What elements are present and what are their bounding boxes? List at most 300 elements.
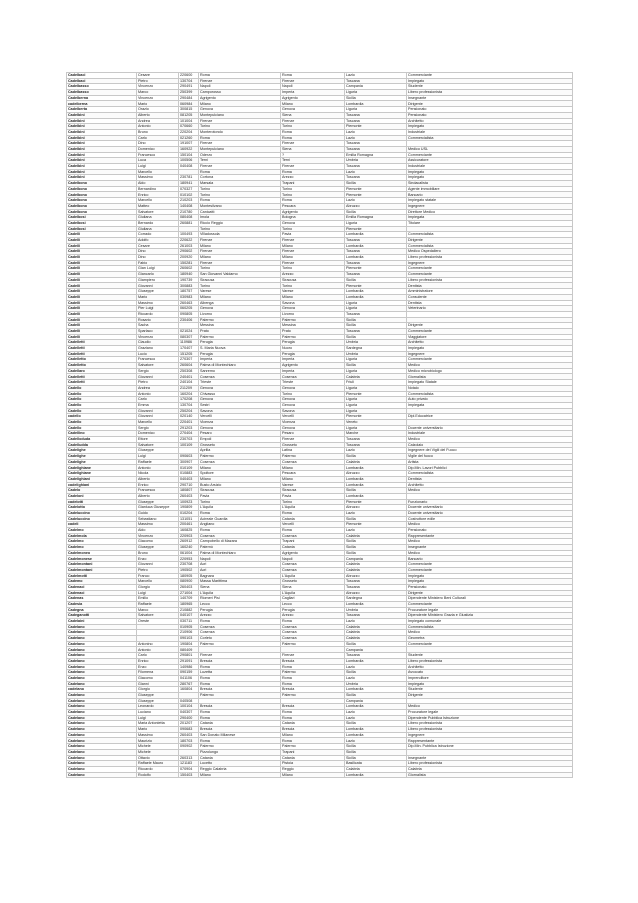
cell-surname: Cadelano xyxy=(67,766,137,772)
cell-surname: Cadelbono xyxy=(67,198,137,204)
cell-region: Piemonte xyxy=(345,186,407,192)
cell-surname: Cadelli xyxy=(67,300,137,306)
cell-name: Riccardo xyxy=(137,311,179,317)
cell-birth-city: Acireale Guardia xyxy=(199,516,281,522)
cell-name: Andrea xyxy=(137,118,179,124)
cell-surname: Cadelighe xyxy=(67,454,137,460)
cell-cap: 070660 xyxy=(179,124,199,130)
cell-birth-city: Pavia xyxy=(199,493,281,499)
cell-surname: Cadelano xyxy=(67,704,137,710)
cell-birth-city: Sestri xyxy=(199,402,281,408)
cell-birth-city: Reggio Calabria xyxy=(199,766,281,772)
cell-region: Lombardia xyxy=(345,687,407,693)
cell-name: Cesare xyxy=(137,243,179,249)
cell-name: Filomena xyxy=(137,670,179,676)
cell-birth-city: Acri xyxy=(199,562,281,568)
cell-surname: Cadelli xyxy=(67,237,137,243)
cell-name: Ottavio xyxy=(137,755,179,761)
cell-birth-place: Cosenza xyxy=(281,630,345,636)
cell-region: Liguria xyxy=(345,90,407,96)
cell-occupation: Geometra xyxy=(407,636,573,642)
cell-cap: 140408 xyxy=(179,203,199,209)
cell-birth-city: Cosenza xyxy=(199,533,281,539)
cell-cap: 160825 xyxy=(179,528,199,534)
cell-birth-place: Roma xyxy=(281,73,345,79)
cell-cap: 041106 xyxy=(179,675,199,681)
cell-birth-place: Agrigento xyxy=(281,550,345,556)
cell-name: Bruno xyxy=(137,129,179,135)
cell-occupation: Medico xyxy=(407,488,573,494)
cell-cap: 210203 xyxy=(179,198,199,204)
cell-birth-place: Trapani xyxy=(281,539,345,545)
cell-region: Lombardia xyxy=(345,772,407,778)
cell-occupation: Medico xyxy=(407,539,573,545)
cell-region: Sicilia xyxy=(345,454,407,460)
cell-region: Piemonte xyxy=(345,283,407,289)
cell-birth-city: Roma xyxy=(199,619,281,625)
cell-birth-place: Grosseto xyxy=(281,579,345,585)
cell-occupation: Studente xyxy=(407,84,573,90)
cell-name: Francesco xyxy=(137,488,179,494)
cell-name: Vincenzo xyxy=(137,95,179,101)
cell-birth-place: Milano xyxy=(281,465,345,471)
cell-cap: 180905 xyxy=(179,573,199,579)
cell-birth-city: Genova xyxy=(199,425,281,431)
cell-birth-city: Campobello di Mazara xyxy=(199,539,281,545)
cell-region: Toscana xyxy=(345,118,407,124)
cell-occupation: Impiegato statale xyxy=(407,198,573,204)
cell-name: Sergio xyxy=(137,368,179,374)
cell-region: Toscana xyxy=(345,175,407,181)
cell-cap: 260403 xyxy=(179,732,199,738)
cell-surname: Cadeluccino xyxy=(67,516,137,522)
cell-name: Salvatore xyxy=(137,363,179,369)
cell-birth-place: Cosenza xyxy=(281,562,345,568)
cell-cap: 110986 xyxy=(179,340,199,346)
cell-occupation: Architetto xyxy=(407,664,573,670)
cell-cap: 020140 xyxy=(179,414,199,420)
cell-region: Sicilia xyxy=(345,545,407,551)
cell-birth-place: Perugia xyxy=(281,351,345,357)
cell-surname: Cadelbosi xyxy=(67,226,137,232)
cell-region: Calabria xyxy=(345,766,407,772)
cell-surname: Cadelbini xyxy=(67,129,137,135)
cell-cap: 191007 xyxy=(179,141,199,147)
cell-birth-city: Catania xyxy=(199,755,281,761)
cell-occupation: Pensionato xyxy=(407,112,573,118)
cell-cap: 210882 xyxy=(179,607,199,613)
cell-region: Campania xyxy=(345,647,407,653)
cell-birth-place: Pavia xyxy=(281,232,345,238)
cell-region: Sardegna xyxy=(345,346,407,352)
cell-region: Lombardia xyxy=(345,294,407,300)
cell-birth-city: Camporosso xyxy=(199,90,281,96)
cell-surname: Cadelbaci xyxy=(67,73,137,79)
cell-region: Lazio xyxy=(345,715,407,721)
cell-name: Adolfo xyxy=(137,237,179,243)
cell-surname: Cadello xyxy=(67,419,137,425)
cell-region: Toscana xyxy=(345,437,407,443)
cell-birth-place: Pescara xyxy=(281,203,345,209)
cell-name: Marcello xyxy=(137,579,179,585)
cell-surname: Cadelbini xyxy=(67,164,137,170)
cell-occupation: Libero professionista xyxy=(407,761,573,767)
cell-birth-city: Torino xyxy=(199,192,281,198)
cell-birth-place: Siracusa xyxy=(281,488,345,494)
cell-region: Lazio xyxy=(345,510,407,516)
cell-cap: 100506 xyxy=(179,158,199,164)
cell-occupation: Industriale xyxy=(407,164,573,170)
cell-birth-city: Bagnara xyxy=(199,573,281,579)
cell-cap: 100109 xyxy=(179,442,199,448)
cell-birth-city: Brescia xyxy=(199,687,281,693)
cell-surname: Cadelano xyxy=(67,670,137,676)
cell-birth-city: Torino xyxy=(199,499,281,505)
cell-occupation: Agente immobiliare xyxy=(407,186,573,192)
cell-name: Domenico xyxy=(137,146,179,152)
cell-birth-place: Roma xyxy=(281,510,345,516)
cell-cap: 271004 xyxy=(179,590,199,596)
cell-surname: Cadelletti xyxy=(67,351,137,357)
cell-occupation: Architetto xyxy=(407,340,573,346)
cell-cap: 210906 xyxy=(179,630,199,636)
cell-birth-place: Grosseto xyxy=(281,442,345,448)
cell-birth-place: Cosenza xyxy=(281,459,345,465)
cell-birth-place: Roma xyxy=(281,681,345,687)
cell-region: Lazio xyxy=(345,198,407,204)
cell-name: Giorgio xyxy=(137,584,179,590)
cell-cap: 260313 xyxy=(179,755,199,761)
cell-name: Antonino xyxy=(137,641,179,647)
cell-birth-place: Imperia xyxy=(281,368,345,374)
cell-birth-city: Grosseto xyxy=(199,442,281,448)
cell-occupation: Auto privato xyxy=(407,397,573,403)
cell-birth-place: ? xyxy=(281,152,345,158)
cell-surname: Cadelli xyxy=(67,294,137,300)
cell-occupation: Commerciante xyxy=(407,641,573,647)
cell-occupation: Impiegata xyxy=(407,402,573,408)
cell-surname: Cadeloni xyxy=(67,493,137,499)
cell-cap: 180965 xyxy=(179,601,199,607)
cell-occupation: Pensionato xyxy=(407,584,573,590)
cell-occupation: Libero professionista xyxy=(407,255,573,261)
cell-surname: Cadelano xyxy=(67,636,137,642)
cell-surname: Cadenaci xyxy=(67,590,137,596)
cell-birth-city: Firenze xyxy=(199,653,281,659)
cell-occupation: Impiegato xyxy=(407,346,573,352)
cell-surname: Cadelli xyxy=(67,328,137,334)
cell-region: Calabria xyxy=(345,624,407,630)
cell-birth-city: Palma di Montechiaro xyxy=(199,550,281,556)
cell-birth-city: Livorno xyxy=(199,311,281,317)
cell-name: Emma xyxy=(137,402,179,408)
cell-birth-place: Firenze xyxy=(281,260,345,266)
cell-region: Lazio xyxy=(345,675,407,681)
cell-region: Toscana xyxy=(345,442,407,448)
cell-birth-city: Montesilvano xyxy=(199,203,281,209)
cell-surname: Cadello xyxy=(67,425,137,431)
cell-surname: Cadelano xyxy=(67,653,137,659)
cell-birth-place: Cagliari xyxy=(281,596,345,602)
cell-surname: Cadelli xyxy=(67,317,137,323)
cell-region: Toscana xyxy=(345,237,407,243)
cell-region: Sicilia xyxy=(345,209,407,215)
cell-birth-place: Lecco xyxy=(281,601,345,607)
cell-occupation: Dip.Min. Pubblica Istruzione xyxy=(407,744,573,750)
cell-cap: 240104 xyxy=(179,380,199,386)
cell-surname: Cadesia xyxy=(67,601,137,607)
cell-birth-city: Palma di Montechiaro xyxy=(199,363,281,369)
cell-birth-city: Firenze xyxy=(199,118,281,124)
cell-cap: 260881 xyxy=(179,220,199,226)
cell-birth-place: Livorno xyxy=(281,311,345,317)
cell-occupation: Dirigente xyxy=(407,323,573,329)
cell-occupation: Dentista xyxy=(407,283,573,289)
cell-cap: 021260 xyxy=(179,135,199,141)
cell-cap: 100493 xyxy=(179,232,199,238)
cell-name: Massimo xyxy=(137,522,179,528)
cell-occupation: Impiegato xyxy=(407,78,573,84)
cell-birth-place: Roma xyxy=(281,675,345,681)
cell-surname: Cadelano xyxy=(67,692,137,698)
cell-birth-place: Pescara xyxy=(281,471,345,477)
cell-name: Marcello xyxy=(137,419,179,425)
cell-birth-city: Roma xyxy=(199,198,281,204)
cell-occupation: Architetto xyxy=(407,118,573,124)
cell-cap: 090902 xyxy=(179,744,199,750)
cell-birth-city: Catania xyxy=(199,721,281,727)
cell-surname: Cadelli xyxy=(67,260,137,266)
cell-occupation: Direttore Medico xyxy=(407,209,573,215)
cell-name: Giancarlo xyxy=(137,272,179,278)
cell-region: Lombardia xyxy=(345,658,407,664)
cell-birth-place: Palermo xyxy=(281,692,345,698)
cell-birth-city: Riccio Reggio xyxy=(199,220,281,226)
cell-surname: Cadelletto xyxy=(67,357,137,363)
cell-birth-place: Cosenza xyxy=(281,636,345,642)
cell-birth-place: Milano xyxy=(281,476,345,482)
cell-occupation: Notaio xyxy=(407,385,573,391)
cell-name: Massimo xyxy=(137,175,179,181)
cell-occupation: Ingegnere xyxy=(407,203,573,209)
cell-cap: 080408 xyxy=(179,215,199,221)
cell-birth-place: Palermo xyxy=(281,744,345,750)
cell-region: Toscana xyxy=(345,653,407,659)
cell-surname: cadelotti xyxy=(67,499,137,505)
cell-cap: 070904 xyxy=(179,766,199,772)
cell-birth-city: Milano xyxy=(199,243,281,249)
cell-region: Abruzzo xyxy=(345,203,407,209)
cell-surname: Cadelmontani xyxy=(67,562,137,568)
cell-occupation: Insegnante xyxy=(407,545,573,551)
cell-birth-city: Corleto xyxy=(199,636,281,642)
cell-occupation: Docente universitario xyxy=(407,510,573,516)
cell-surname: Cadelano xyxy=(67,715,137,721)
cell-cap: 260403 xyxy=(179,493,199,499)
cell-name: Graziano xyxy=(137,346,179,352)
cell-occupation: Rappresentante xyxy=(407,533,573,539)
cell-occupation: Medico xyxy=(407,630,573,636)
cell-cap: 100923 xyxy=(179,499,199,505)
cell-region: Abruzzo xyxy=(345,471,407,477)
cell-occupation: Ingegnere xyxy=(407,260,573,266)
cell-birth-place: Cosenza xyxy=(281,567,345,573)
cell-cap: 270404 xyxy=(179,431,199,437)
cell-name: Michele xyxy=(137,749,179,755)
cell-region: Piemonte xyxy=(345,226,407,232)
cell-occupation: Medico Ospedaliero xyxy=(407,249,573,255)
cell-name: Nicola xyxy=(137,471,179,477)
cell-surname: Cadelano xyxy=(67,641,137,647)
cell-region: Liguria xyxy=(345,425,407,431)
cell-birth-place: Vercelli xyxy=(281,414,345,420)
records-table-body xyxy=(67,73,573,778)
cell-name: Riccardo xyxy=(137,766,179,772)
cell-occupation: Docente universitario xyxy=(407,425,573,431)
cell-name: Orazio xyxy=(137,107,179,113)
cell-occupation: Medico xyxy=(407,550,573,556)
cell-name: Enzo xyxy=(137,664,179,670)
cell-birth-city: Lucetto xyxy=(199,761,281,767)
cell-occupation: Architetto xyxy=(407,482,573,488)
cell-name: Carlo xyxy=(137,653,179,659)
cell-surname: Cadelbini xyxy=(67,158,137,164)
cell-surname: Cadenaci xyxy=(67,584,137,590)
cell-birth-place: Savona xyxy=(281,408,345,414)
cell-name: Luigi xyxy=(137,590,179,596)
cell-surname: Cadelli xyxy=(67,283,137,289)
cell-surname: Cadelmonese xyxy=(67,556,137,562)
cell-surname: Cadelo xyxy=(67,488,137,494)
cell-cap: 260912 xyxy=(179,539,199,545)
cell-name: Bernardo xyxy=(137,220,179,226)
cell-cap: 151205 xyxy=(179,351,199,357)
cell-cap: 220401 xyxy=(179,419,199,425)
cell-name: Giuseppe xyxy=(137,448,179,454)
cell-birth-city: Milano xyxy=(199,476,281,482)
cell-region: Sicilia xyxy=(345,744,407,750)
cell-cap: 010883 xyxy=(179,471,199,477)
cell-cap: 160204 xyxy=(179,391,199,397)
cell-occupation: Libero professionista xyxy=(407,721,573,727)
cell-birth-place: Firenze xyxy=(281,78,345,84)
cell-occupation: Impiegato Statale xyxy=(407,380,573,386)
cell-birth-city: Cosenza xyxy=(199,624,281,630)
cell-cap: 300815 xyxy=(179,107,199,113)
cell-surname: Cadenas xyxy=(67,596,137,602)
cell-occupation: Impiegato xyxy=(407,573,573,579)
cell-region: Lombardia xyxy=(345,289,407,295)
cell-region: Lombardia xyxy=(345,732,407,738)
cell-cap: 061004 xyxy=(179,550,199,556)
cell-occupation: Libero professionista xyxy=(407,277,573,283)
cell-name: Salvatore xyxy=(137,209,179,215)
cell-occupation: Pensionato xyxy=(407,528,573,534)
cell-region: Calabria xyxy=(345,636,407,642)
cell-birth-city: Firenze xyxy=(199,249,281,255)
cell-birth-place: Milano xyxy=(281,255,345,261)
cell-birth-city: Terni xyxy=(199,158,281,164)
cell-birth-place: Savona xyxy=(281,300,345,306)
cell-cap: 090159 xyxy=(179,670,199,676)
cell-cap: 010204 xyxy=(179,510,199,516)
cell-occupation: Dentista xyxy=(407,476,573,482)
cell-name: Alberto xyxy=(137,112,179,118)
cell-birth-city: Savona xyxy=(199,408,281,414)
cell-region: Toscana xyxy=(345,328,407,334)
cell-cap: 230703 xyxy=(179,437,199,443)
cell-birth-city: Siena xyxy=(199,584,281,590)
cell-occupation: Artista xyxy=(407,459,573,465)
cell-birth-place: Roma xyxy=(281,129,345,135)
cell-birth-city: Albenga xyxy=(199,300,281,306)
cell-region: Sicilia xyxy=(345,670,407,676)
cell-birth-place: Firenze xyxy=(281,437,345,443)
cell-cap: 260602 xyxy=(179,266,199,272)
cell-birth-place: Firenze xyxy=(281,118,345,124)
cell-cap: 150403 xyxy=(179,772,199,778)
cell-name: Enzo xyxy=(137,556,179,562)
cell-region: Piemonte xyxy=(345,266,407,272)
cell-cap: 290484 xyxy=(179,95,199,101)
cell-cap: 260403 xyxy=(179,584,199,590)
cell-surname: Cadelano xyxy=(67,710,137,716)
cell-region: Lombardia xyxy=(345,255,407,261)
cell-birth-city: Palermo xyxy=(199,317,281,323)
cell-surname: Cadelbini xyxy=(67,135,137,141)
cell-birth-place: Palermo xyxy=(281,641,345,647)
cell-region: Toscana xyxy=(345,260,407,266)
cell-birth-city: S. Maria Nuova xyxy=(199,346,281,352)
cell-region: Lombardia xyxy=(345,482,407,488)
cell-occupation: Assicuratore xyxy=(407,158,573,164)
cell-cap: 130704 xyxy=(179,402,199,408)
cell-surname: Cadelano xyxy=(67,664,137,670)
cell-birth-place: Palermo xyxy=(281,334,345,340)
cell-name: Claudio xyxy=(137,340,179,346)
cell-cap: 210780 xyxy=(179,209,199,215)
cell-birth-place: Firenze xyxy=(281,653,345,659)
cell-cap: 190809 xyxy=(179,505,199,511)
cell-name: Rosario xyxy=(137,317,179,323)
cell-birth-city: Spoltore xyxy=(199,471,281,477)
cell-region: Abruzzo xyxy=(345,590,407,596)
cell-name: Pier Luigi xyxy=(137,306,179,312)
cell-surname: Cadelli xyxy=(67,334,137,340)
cell-surname: Cadelletti xyxy=(67,380,137,386)
cell-cap: 121183 xyxy=(179,761,199,767)
cell-surname: Cadelbini xyxy=(67,112,137,118)
cell-surname: Cadelbasso xyxy=(67,90,137,96)
cell-region: Veneto xyxy=(345,419,407,425)
cell-cap: 190502 xyxy=(179,567,199,573)
cell-occupation: Dipendente Ministero Beni Culturali xyxy=(407,596,573,602)
cell-occupation: Bancario xyxy=(407,556,573,562)
cell-name: Luigi xyxy=(137,715,179,721)
cell-region: Piemonte xyxy=(345,192,407,198)
cell-surname: Cadelano xyxy=(67,658,137,664)
cell-birth-place: Agrigento xyxy=(281,209,345,215)
cell-name: Francesco xyxy=(137,357,179,363)
cell-occupation: Dirigente xyxy=(407,237,573,243)
cell-surname: Cadelli xyxy=(67,289,137,295)
cell-occupation: Industriale xyxy=(407,129,573,135)
cell-surname: Cadelli xyxy=(67,255,137,261)
cell-birth-city: Roma xyxy=(199,710,281,716)
cell-occupation: Giornalista xyxy=(407,374,573,380)
cell-occupation: Costruttore edile xyxy=(407,516,573,522)
cell-occupation: Ingegnere xyxy=(407,732,573,738)
